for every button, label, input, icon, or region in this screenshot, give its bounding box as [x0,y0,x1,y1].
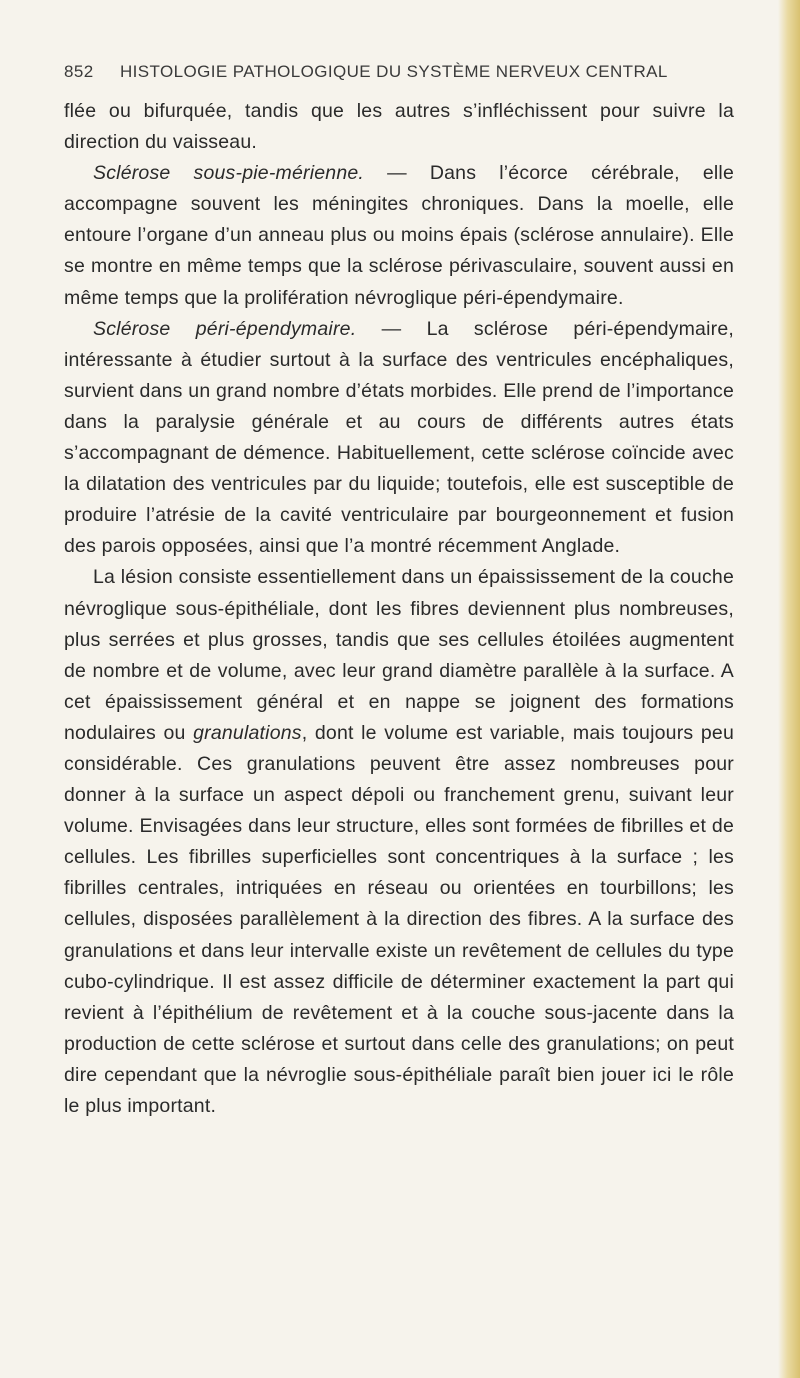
body-text [64,96,734,1122]
running-header [64,62,734,88]
paragraph-sclerose-peri-ependymaire [64,314,734,563]
paragraph-text: , dont le volume est variable, mais toujours peu considérable. Ces granulations peuvent être assez nombreuses pour donner à la surface un aspect dépoli ou franchement grenu, suivant leur volume. Envisagées dans leur structure, elles sont formées de fibrilles et de cellules. Les fibrilles superficielles sont concentriques à la surface ; les fibrilles centrales, intriquées en réseau ou orientées en tourbillons; les cellules, disposées parallèlement à la direction des fibres. A la surface des granulations et dans leur intervalle existe un revêtement de cellules du type cubo-cylindrique. Il est assez difficile de déterminer exactement la part qui revient à l’épithélium de revêtement et à la couche sous-jacente dans la production de cette sclérose et surtout dans celle des granulations; on peut dire cependant que la névroglie sous-épithéliale paraît bien jouer ici le rôle le plus important. [64,721,734,1117]
running-title: HISTOLOGIE PATHOLOGIQUE DU SYSTÈME NERVEUX CENTRAL [120,62,668,81]
paragraph-text: — La sclérose péri-épendymaire, intéressante à étudier surtout à la surface des ventricules encéphaliques, survient dans un grand nombre d’états morbides. Elle prend de l’importance dans la paralysie générale et au cours de différents autres états s’accompagnant de démence. Habituellement, cette sclérose coïncide avec la dilatation des ventricules par du liquide; toutefois, elle est susceptible de produire l’atrésie de la cavité ventriculaire par bourgeonnement et fusion des parois opposées, ainsi que l’a montré récemment Anglade. [64,317,734,558]
paragraph-text: La lésion consiste essentiellement dans un épaississement de la couche névroglique sous-épithéliale, dont les fibres deviennent plus nombreuses, plus serrées et plus grosses, tandis que ses cellules étoilées augmentent de nombre et de volume, avec leur grand diamètre parallèle à la surface. A cet épaississement général et en nappe se joignent des formations nodulaires ou [64,566,734,744]
paragraph-lesion [64,562,734,1122]
emphasis-term: granulations [193,721,302,744]
section-heading: Sclérose sous-pie-mérienne. [93,162,365,185]
section-heading: Sclérose péri-épendymaire. [93,317,357,340]
paragraph-text: — Dans l’écorce cérébrale, elle accompagne souvent les méningites chroniques. Dans la moelle, elle entoure l’organe d’un anneau plus ou moins épais (sclérose annulaire). Elle se montre en même temps que la sclérose périvasculaire, souvent aussi en même temps que la prolifération névroglique péri-épendymaire. [64,162,734,309]
page-edge-shading [778,0,800,1378]
paragraph-continuation: flée ou bifurquée, tandis que les autres s’infléchissent pour suivre la direction du vaisseau. [64,100,734,154]
page-number: 852 [64,62,94,81]
paragraph-sclerose-sous-pie-merienne [64,158,734,313]
